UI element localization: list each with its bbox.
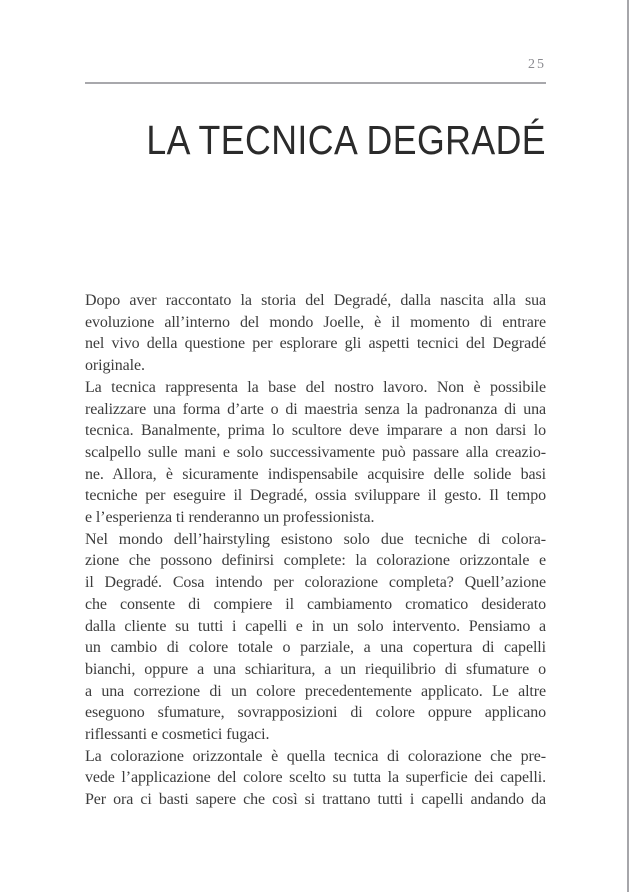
text-line: Per ora ci basti sapere che così si trattano tutti i capelli andando da [85,791,546,809]
text-line: scalpello sulle mani e solo successivamente può passare alla creazio- [85,443,546,461]
text-line: un cambio di colore totale o parziale, a una copertura di capelli [85,639,546,657]
header-rule [85,82,546,84]
text-line: La tecnica rappresenta la base del nostro lavoro. Non è possibile [85,378,546,396]
text-line: zione che possono definirsi complete: la colorazione orizzontale e [85,552,546,570]
text-line: Nel mondo dell’hairstyling esistono solo due tecniche di colora- [85,530,546,548]
text-line: che consente di compiere il cambiamento cromatico desiderato [85,595,546,613]
text-line: vede l’applicazione del colore scelto su tutta la superficie dei capelli. [85,769,546,787]
text-line: evoluzione all’interno del mondo Joelle, è il momento di entrare [85,313,546,331]
text-line: dalla cliente su tutti i capelli e in un solo intervento. Pensiamo a [85,617,546,635]
text-line: nel vivo della questione per esplorare gli aspetti tecnici del Degradé [85,335,546,353]
text-line: bianchi, oppure a una schiaritura, a un riequilibrio di sfumature o [85,660,546,678]
text-line: originale. [85,357,145,375]
text-line: tecnica. Banalmente, prima lo scultore deve imparare a non darsi lo [85,422,546,440]
chapter-title: LA TECNICA DEGRADÉ [146,117,547,163]
text-line: tecniche per eseguire il Degradé, ossia sviluppare il gesto. Il tempo [85,487,546,505]
text-line: ne. Allora, è sicuramente indispensabile acquisire delle solide basi [85,465,546,483]
page-edge-line [627,0,629,892]
text-line: realizzare una forma d’arte o di maestria senza la padronanza di una [85,400,546,418]
text-line: il Degradé. Cosa intendo per colorazione completa? Quell’azione [85,574,546,592]
page-number: 25 [528,57,546,72]
text-line: e l’esperienza ti renderanno un professionista. [85,509,375,527]
text-line: Dopo aver raccontato la storia del Degradé, dalla nascita alla sua [85,292,546,309]
text-line: riflessanti e cosmetici fugaci. [85,726,270,744]
body-text [85,290,546,811]
text-line: La colorazione orizzontale è quella tecnica di colorazione che pre- [85,747,546,765]
text-line: eseguono sfumature, sovrapposizioni di colore oppure applicano [85,704,546,722]
text-line: a una correzione di un colore precedentemente applicato. Le altre [85,682,546,700]
